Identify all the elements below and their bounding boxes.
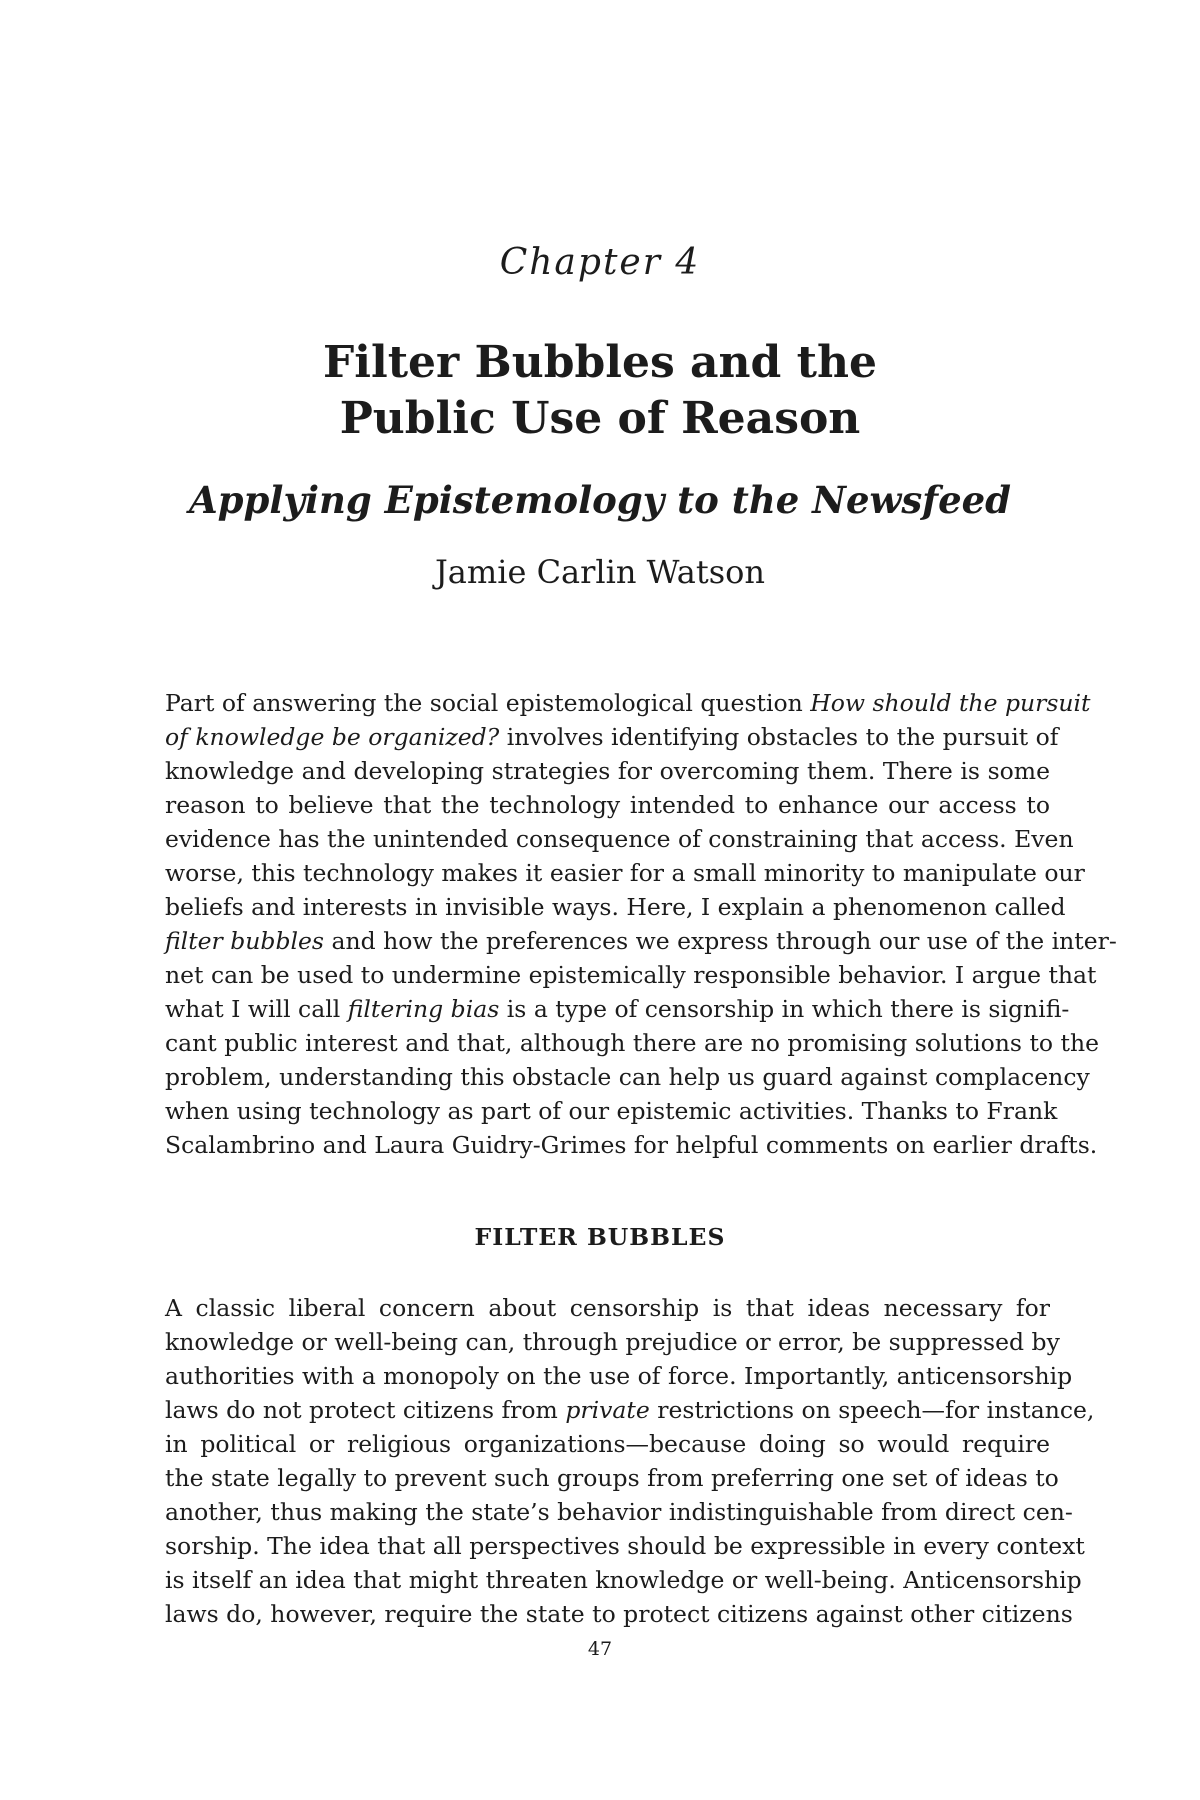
- text-line: [165, 1026, 1099, 1060]
- chapter-label: Chapter 4: [499, 242, 701, 283]
- text-segment: reason to believe that the technology intended to enhance our access to: [165, 791, 1050, 819]
- text-line: [165, 1393, 1095, 1427]
- text-segment: is itself an idea that might threaten knowledge or well-being. Anticensorship: [165, 1566, 1082, 1594]
- text-segment: cant public interest and that, although there are no promising solutions to the: [165, 1029, 1099, 1057]
- text-line: [165, 1359, 1073, 1393]
- body-paragraph: [165, 1291, 1095, 1631]
- text-segment: is a type of censorship in which there is signifi-: [499, 995, 1070, 1023]
- text-line: [165, 1563, 1082, 1597]
- page-number: 47: [587, 1638, 613, 1660]
- text-segment: net can be used to undermine epistemically responsible behavior. I argue that: [165, 961, 1097, 989]
- text-segment: worse, this technology makes it easier for a small minority to manipulate our: [165, 859, 1085, 887]
- text-line: [165, 1427, 1050, 1461]
- text-line: [165, 890, 1066, 924]
- text-line: [165, 1291, 1050, 1325]
- text-line: [165, 686, 1091, 720]
- text-line: [165, 822, 1074, 856]
- text-segment: sorship. The idea that all perspectives should be expressible in every context: [165, 1532, 1085, 1560]
- text-segment: knowledge and developing strategies for overcoming them. There is some: [165, 757, 1050, 785]
- text-segment: A classic liberal concern about censorship is that ideas necessary for: [165, 1294, 1050, 1322]
- text-line: [165, 1060, 1090, 1094]
- section-heading: FILTER BUBBLES: [474, 1223, 726, 1251]
- text-line: [165, 1529, 1085, 1563]
- text-segment: Part of answering the social epistemological question: [165, 689, 811, 717]
- text-segment: laws do, however, require the state to protect citizens against other citizens: [165, 1600, 1073, 1628]
- text-segment: laws do not protect citizens from: [165, 1396, 566, 1424]
- chapter-title-line-2: Public Use of Reason: [339, 393, 861, 444]
- text-line: [165, 1128, 1098, 1162]
- text-line: [165, 1461, 1059, 1495]
- text-segment: problem, understanding this obstacle can help us guard against complacency: [165, 1063, 1090, 1091]
- text-line: [165, 1597, 1073, 1631]
- text-line: [165, 856, 1085, 890]
- text-line: [165, 958, 1097, 992]
- text-line: [165, 992, 1070, 1026]
- text-line: [165, 720, 1059, 754]
- text-line: [165, 1094, 1058, 1128]
- italic-text: How should the pursuit: [810, 689, 1091, 717]
- text-line: [165, 788, 1050, 822]
- text-segment: in political or religious organizations—because doing so would require: [165, 1430, 1050, 1458]
- text-line: [165, 1325, 1060, 1359]
- text-segment: restrictions on speech—for instance,: [649, 1396, 1095, 1424]
- text-segment: involves identifying obstacles to the pursuit of: [499, 723, 1059, 751]
- text-line: [165, 1495, 1073, 1529]
- italic-text: of knowledge be organized?: [165, 723, 500, 751]
- text-segment: another, thus making the state’s behavior indistinguishable from direct cen-: [165, 1498, 1073, 1526]
- text-segment: evidence has the unintended consequence of constraining that access. Even: [165, 825, 1074, 853]
- text-segment: what I will call: [165, 995, 348, 1023]
- chapter-subtitle: Applying Epistemology to the Newsfeed: [188, 478, 1012, 522]
- text-segment: when using technology as part of our epistemic activities. Thanks to Frank: [165, 1097, 1058, 1125]
- text-line: [165, 924, 1117, 958]
- chapter-title: [0, 335, 1200, 447]
- text-segment: and how the preferences we express through our use of the inter-: [324, 927, 1117, 955]
- italic-text: filtering bias: [347, 995, 500, 1023]
- text-segment: knowledge or well-being can, through prejudice or error, be suppressed by: [165, 1328, 1060, 1356]
- text-segment: beliefs and interests in invisible ways. Here, I explain a phenomenon called: [165, 893, 1066, 921]
- text-segment: authorities with a monopoly on the use of force. Importantly, anticensorship: [165, 1362, 1073, 1390]
- italic-text: filter bubbles: [165, 927, 324, 955]
- author-name: Jamie Carlin Watson: [434, 553, 766, 591]
- italic-text: private: [565, 1396, 650, 1424]
- text-segment: Scalambrino and Laura Guidry-Grimes for helpful comments on earlier drafts.: [165, 1131, 1098, 1159]
- abstract-paragraph: [165, 686, 1117, 1162]
- text-segment: the state legally to prevent such groups from preferring one set of ideas to: [165, 1464, 1059, 1492]
- text-line: [165, 754, 1050, 788]
- chapter-title-line-1: Filter Bubbles and the: [323, 337, 877, 388]
